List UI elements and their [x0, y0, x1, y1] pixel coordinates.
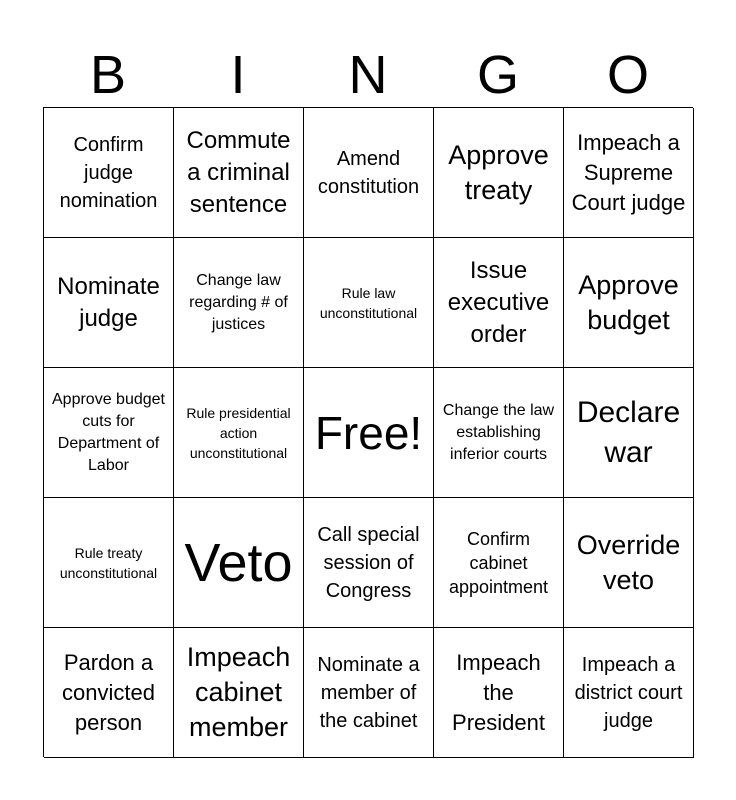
cell-text: Pardon a convicted person [62, 649, 155, 735]
bingo-cell-r5c3[interactable] [304, 628, 434, 758]
cell-text: Rule presidential action unconstitutional [186, 404, 291, 461]
cell-text: Call special session of Congress [317, 523, 420, 602]
cell-text: Impeach a district court judge [574, 653, 683, 732]
cell-text: Rule treaty unconstitutional [59, 544, 158, 581]
bingo-cell-r4c3[interactable] [304, 498, 434, 628]
bingo-cell-r5c1[interactable] [44, 628, 174, 758]
bingo-cell-r5c4[interactable] [434, 628, 564, 758]
bingo-cell-r3c4[interactable] [434, 368, 564, 498]
cell-text: Override veto [576, 529, 681, 595]
header-letter-o: O [606, 45, 649, 105]
bingo-cell-r1c5[interactable] [564, 108, 694, 238]
cell-text: Declare war [576, 395, 681, 469]
cell-text: Commute a criminal sentence [186, 126, 291, 218]
bingo-cell-r3c3[interactable] [304, 368, 434, 498]
cell-text: Veto [184, 532, 293, 593]
bingo-cell-r2c5[interactable] [564, 238, 694, 368]
bingo-cell-r4c1[interactable] [44, 498, 174, 628]
bingo-header [43, 42, 693, 108]
header-letter-g: G [476, 45, 519, 105]
cell-text: Change law regarding # of justices [189, 271, 288, 333]
bingo-cell-r4c2[interactable] [174, 498, 304, 628]
cell-text: Approve budget [578, 269, 679, 335]
cell-text: Nominate a member of the cabinet [317, 653, 420, 732]
cell-text: Impeach the President [452, 649, 545, 735]
header-letter-n: N [348, 45, 388, 105]
bingo-board [43, 107, 693, 757]
bingo-cell-r4c5[interactable] [564, 498, 694, 628]
cell-text: Amend constitution [317, 147, 420, 198]
bingo-cell-r5c2[interactable] [174, 628, 304, 758]
bingo-cell-r2c4[interactable] [434, 238, 564, 368]
cell-text: Impeach cabinet member [186, 642, 291, 742]
bingo-cell-r3c5[interactable] [564, 368, 694, 498]
bingo-cell-r5c5[interactable] [564, 628, 694, 758]
bingo-cell-r3c2[interactable] [174, 368, 304, 498]
cell-text: Nominate judge [57, 272, 160, 332]
cell-text: Rule law unconstitutional [319, 284, 418, 321]
free-space: Free! [314, 406, 423, 459]
bingo-cell-r1c2[interactable] [174, 108, 304, 238]
bingo-cell-r4c4[interactable] [434, 498, 564, 628]
cell-text: Confirm cabinet appointment [448, 528, 549, 597]
cell-text: Impeach a Supreme Court judge [571, 129, 686, 215]
cell-text: Confirm judge nomination [59, 133, 158, 212]
bingo-cell-r2c1[interactable] [44, 238, 174, 368]
cell-text: Approve budget cuts for Department of Labor [52, 390, 165, 474]
bingo-cell-r2c3[interactable] [304, 238, 434, 368]
bingo-cell-r1c4[interactable] [434, 108, 564, 238]
bingo-cell-r2c2[interactable] [174, 238, 304, 368]
cell-text: Change the law establishing inferior courts [442, 401, 555, 463]
header-letter-i: I [230, 45, 246, 105]
cell-text: Approve treaty [448, 139, 549, 205]
bingo-cell-r1c1[interactable] [44, 108, 174, 238]
bingo-cell-r3c1[interactable] [44, 368, 174, 498]
header-letter-b: B [89, 45, 127, 105]
cell-text: Issue executive order [447, 256, 550, 348]
bingo-cell-r1c3[interactable] [304, 108, 434, 238]
